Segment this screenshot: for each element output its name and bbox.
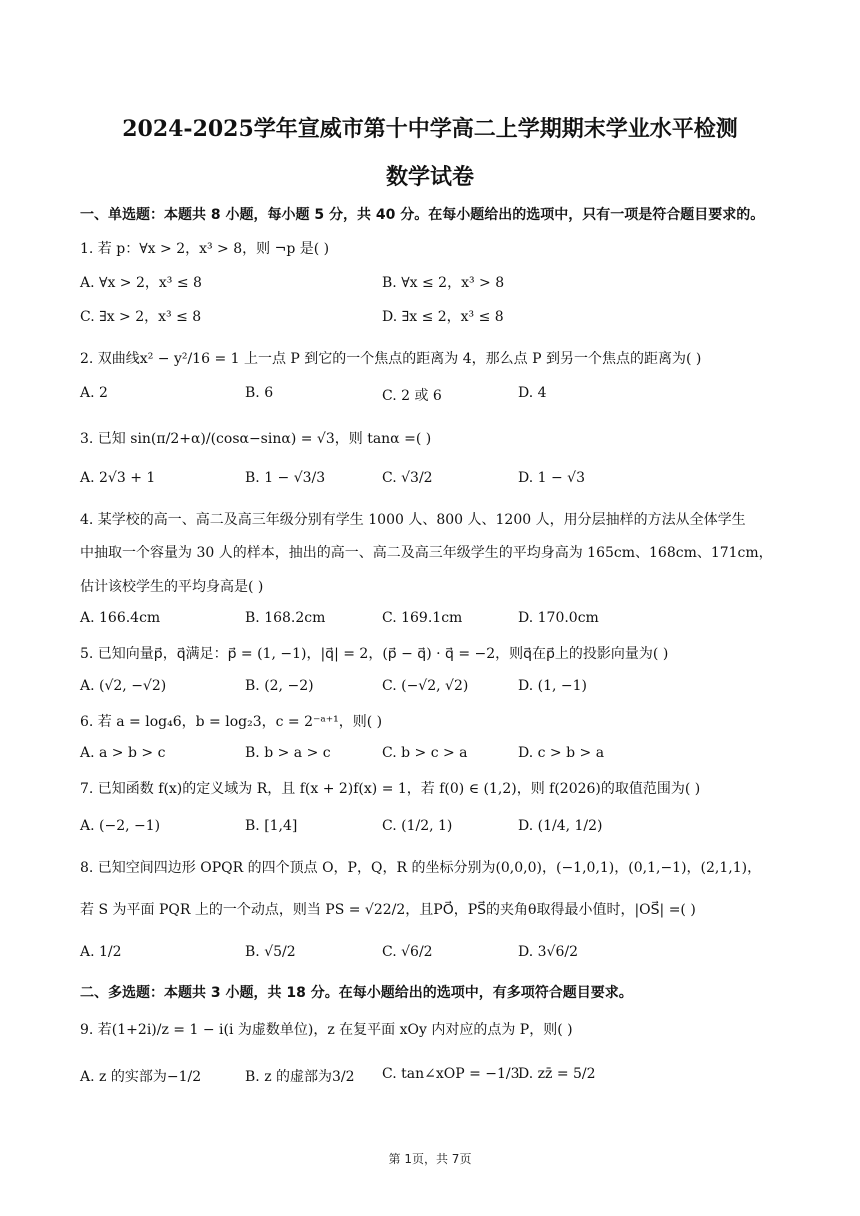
question-1-option-d: D. ∃x ≤ 2，x³ ≤ 8 xyxy=(382,309,504,325)
question-5-option-d: D. (1, −1) xyxy=(518,678,587,694)
question-3-option-b: B. 1 − √3/3 xyxy=(245,470,326,486)
section-single-choice: 一、单选题：本题共 8 小题，每小题 5 分，共 40 分。在每小题给出的选项中，只有一项是符合题目要求的。 xyxy=(80,207,765,223)
question-6-option-d: D. c > b > a xyxy=(518,745,605,761)
question-8-stem-line-1: 8. 已知空间四边形 OPQR 的四个顶点 O，P，Q，R 的坐标分别为(0,0,0)，(−1,0,1)，(0,1,−1)，(2,1,1)， xyxy=(80,860,762,876)
question-1-option-a: A. ∀x > 2，x³ ≤ 8 xyxy=(80,275,202,291)
question-7-stem: 7. 已知函数 f(x)的定义域为 R，且 f(x + 2)f(x) = 1，若 f(0) ∈ (1,2)，则 f(2026)的取值范围为( ) xyxy=(80,781,701,797)
question-8-option-d: D. 3√6/2 xyxy=(518,944,578,960)
question-7-option-d: D. (1/4, 1/2) xyxy=(518,818,603,834)
question-1-option-b: B. ∀x ≤ 2，x³ > 8 xyxy=(382,275,505,291)
question-8-option-a: A. 1/2 xyxy=(80,944,122,960)
question-4-option-a: A. 166.4cm xyxy=(80,610,161,626)
question-4-stem-line-1: 4. 某学校的高一、高二及高三年级分别有学生 1000 人、800 人、1200 人，用分层抽样的方法从全体学生 xyxy=(80,512,746,528)
question-8-option-c: C. √6/2 xyxy=(382,944,433,960)
question-7-option-b: B. [1,4] xyxy=(245,818,298,834)
question-2-option-d: D. 4 xyxy=(518,385,547,401)
question-4-stem-line-2: 中抽取一个容量为 30 人的样本，抽出的高一、高二及高三年级学生的平均身高为 165cm、168cm、171cm， xyxy=(80,545,773,561)
question-5-option-b: B. (2, −2) xyxy=(245,678,314,694)
section-multiple-choice: 二、多选题：本题共 3 小题，共 18 分。在每小题给出的选项中，有多项符合题目要求。 xyxy=(80,985,633,1001)
question-7-option-c: C. (1/2, 1) xyxy=(382,818,453,834)
question-4-option-d: D. 170.0cm xyxy=(518,610,599,626)
exam-subtitle: 数学试卷 xyxy=(385,164,474,190)
question-3-option-d: D. 1 − √3 xyxy=(518,470,585,486)
question-4-option-c: C. 169.1cm xyxy=(382,610,463,626)
question-9-option-c: C. tan∠xOP = −1/3 xyxy=(382,1066,520,1082)
question-6-option-b: B. b > a > c xyxy=(245,745,331,761)
page-footer: 第 1页，共 7页 xyxy=(388,1152,472,1166)
question-8-stem-line-2: 若 S 为平面 PQR 上的一个动点，则当 PS = √22/2，且PO⃗，PS⃗的夹角θ取得最小值时，|OS⃗| =( ) xyxy=(80,902,696,918)
exam-title: 2024-2025学年宣威市第十中学高二上学期期末学业水平检测 xyxy=(122,116,738,142)
question-9-option-b: B. z 的虚部为3/2 xyxy=(245,1069,355,1085)
question-5-stem: 5. 已知向量p⃗，q⃗满足：p⃗ = (1, −1)，|q⃗| = 2，(p⃗ − q⃗) · q⃗ = −2，则q⃗在p⃗上的投影向量为( ) xyxy=(80,646,669,662)
question-6-option-c: C. b > c > a xyxy=(382,745,468,761)
question-1-option-c: C. ∃x > 2，x³ ≤ 8 xyxy=(80,309,202,325)
question-1-stem: 1. 若 p：∀x > 2，x³ > 8，则 ¬p 是( ) xyxy=(80,241,330,257)
question-6-option-a: A. a > b > c xyxy=(80,745,166,761)
question-3-option-a: A. 2√3 + 1 xyxy=(80,470,156,486)
question-5-option-a: A. (√2, −√2) xyxy=(80,678,167,694)
question-5-option-c: C. (−√2, √2) xyxy=(382,678,469,694)
question-9-option-d: D. zz̄ = 5/2 xyxy=(518,1066,596,1082)
question-2-option-a: A. 2 xyxy=(80,385,108,401)
question-2-stem: 2. 双曲线x² − y²/16 = 1 上一点 P 到它的一个焦点的距离为 4，那么点 P 到另一个焦点的距离为( ) xyxy=(80,351,702,367)
question-4-stem-line-3: 估计该校学生的平均身高是( ) xyxy=(80,579,264,595)
question-9-stem: 9. 若(1+2i)/z = 1 − i(i 为虚数单位)，z 在复平面 xOy 内对应的点为 P，则( ) xyxy=(80,1022,573,1038)
question-2-option-c: C. 2 或 6 xyxy=(382,388,442,404)
question-3-option-c: C. √3/2 xyxy=(382,470,433,486)
question-2-option-b: B. 6 xyxy=(245,385,274,401)
question-3-stem: 3. 已知 sin(π/2+α)/(cosα−sinα) = √3，则 tanα =( ) xyxy=(80,431,432,447)
question-8-option-b: B. √5/2 xyxy=(245,944,296,960)
question-6-stem: 6. 若 a = log₄6，b = log₂3，c = 2⁻ᵃ⁺¹，则( ) xyxy=(80,714,383,730)
question-4-option-b: B. 168.2cm xyxy=(245,610,326,626)
question-7-option-a: A. (−2, −1) xyxy=(80,818,161,834)
question-9-option-a: A. z 的实部为−1/2 xyxy=(80,1069,202,1085)
